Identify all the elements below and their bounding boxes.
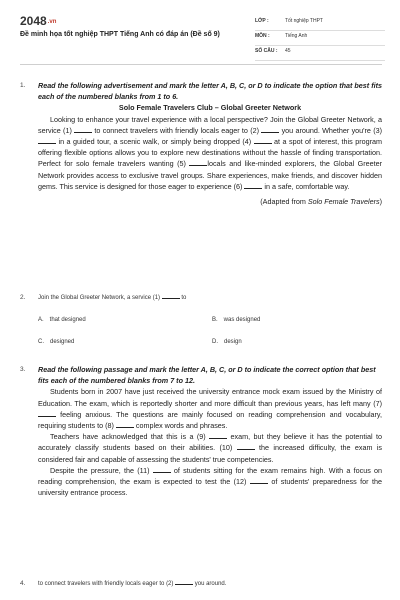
passage-text: in a guided tour, a scenic walk, or simply being dropped (4)	[56, 137, 254, 147]
stem-text: to	[179, 295, 187, 301]
passage-text: you around. Whether you're (3)	[279, 125, 383, 135]
passage-text: in a safe, comfortable way.	[262, 181, 350, 191]
passage-text: to connect travelers with friendly locals eager to (2)	[92, 125, 262, 135]
passage-text: of students sitting for the exam remains high. With a focus on reading comprehension, the exam is expected to test the (12)	[38, 465, 383, 487]
option-text: designed	[50, 339, 75, 345]
answer-blank	[153, 466, 171, 473]
answer-blank	[38, 137, 56, 144]
question-2	[20, 292, 382, 304]
answer-blank	[38, 410, 56, 417]
passage-paragraph	[38, 386, 382, 431]
passage-paragraph	[38, 114, 382, 192]
option-letter: B.	[212, 317, 218, 323]
passage-text: complex words and phrases.	[133, 421, 228, 431]
question-stem	[38, 292, 382, 304]
question-3	[20, 364, 382, 498]
answer-blank	[254, 137, 272, 144]
passage-title: Solo Female Travelers Club – Global Greeter Network	[118, 103, 302, 113]
passage-text: at a spot of interest, this program offering flexible options allows you to explore new destinations without the hassle of finding transportation. Perfect for solo female travelers wanting (5)	[38, 137, 382, 169]
site-logo[interactable]	[20, 14, 56, 28]
exam-meta	[255, 16, 385, 61]
page-header	[20, 14, 382, 58]
answer-blank	[74, 126, 92, 133]
option-b[interactable]	[212, 317, 260, 323]
meta-row-class	[255, 16, 385, 31]
stem-text: Join the Global Greeter Network, a service (1)	[38, 295, 162, 301]
meta-row-subject	[255, 31, 385, 46]
answer-blank	[261, 126, 279, 133]
passage-text: feeling anxious. The questions are mainly focused on reading comprehension and vocabulary, requiring students to (8)	[38, 409, 382, 431]
passage-text: of students' preparedness for the university entrance process.	[38, 477, 383, 498]
answer-blank	[209, 432, 227, 439]
source-suffix: )	[379, 197, 382, 207]
stem-text: to connect travelers with friendly locals eager to (2)	[38, 581, 176, 587]
passage-text: Despite the pressure, the (11)	[50, 465, 153, 475]
answer-blank	[162, 292, 180, 299]
source-title: Solo Female Travelers	[307, 197, 380, 207]
passage-paragraph	[38, 465, 382, 499]
meta-value: Tốt nghiệp THPT	[285, 18, 323, 24]
answer-blank	[116, 421, 134, 428]
question-number: 4.	[20, 580, 26, 587]
option-d[interactable]	[212, 339, 242, 345]
passage-text: locals and like-minded explorers, the Global Greeter Network provides access to exclusive travel groups. Share experiences, make friends, and discover hidden gems. This service is designed for those eager to experience (6)	[38, 159, 383, 191]
option-c[interactable]	[38, 339, 74, 345]
header-divider	[20, 64, 382, 65]
option-text: design	[224, 339, 242, 345]
meta-value: Tiếng Anh	[285, 33, 308, 39]
meta-key: LỚP :	[255, 18, 269, 24]
passage-text: Looking to enhance your travel experience with a local perspective? Join the Global Greeter Network, a service (1)	[38, 114, 382, 135]
logo-text: 2048	[20, 14, 47, 28]
logo-suffix: .vn	[47, 18, 57, 25]
answer-blank	[244, 182, 262, 189]
passage-text: Teachers have acknowledged that this is a (9)	[50, 432, 210, 442]
meta-key: MÔN :	[255, 33, 270, 39]
question-instruction: Read the following advertisement and mark the letter A, B, C, or D to indicate the option that best fits each of the numbered blanks from 1 to 6.	[38, 81, 382, 102]
question-1	[20, 80, 382, 207]
question-stem	[38, 578, 382, 590]
option-letter: C.	[38, 339, 44, 345]
source-prefix: (Adapted from	[260, 197, 308, 207]
document-title: Đề minh họa tốt nghiệp THPT Tiếng Anh có đáp án (Đề số 9)	[20, 31, 220, 38]
stem-text: you around.	[193, 581, 227, 587]
passage-source	[38, 196, 382, 207]
question-4	[20, 578, 382, 590]
meta-row-count	[255, 46, 385, 61]
answer-blank	[250, 477, 268, 484]
option-a[interactable]	[38, 317, 86, 323]
question-number: 1.	[20, 82, 26, 89]
option-text: was designed	[223, 317, 261, 323]
option-text: that designed	[49, 317, 86, 323]
question-number: 2.	[20, 294, 26, 301]
question-number: 3.	[20, 366, 26, 373]
passage-paragraph	[38, 431, 382, 465]
answer-blank	[189, 159, 207, 166]
option-letter: D.	[212, 339, 218, 345]
passage-text: the increased difficulty, the exam is considered fair and capable of assessing the students' true competencies.	[38, 443, 382, 464]
answer-blank	[237, 443, 255, 450]
meta-value: 45	[285, 48, 291, 54]
answer-blank	[175, 578, 193, 585]
passage-text: Students born in 2007 have just received the university entrance mock exam issued by the Ministry of Education. The exam, which is reportedly shorter and more difficult than previous years, has left many (7)	[38, 387, 382, 408]
passage-text: exam, but they believe it has the potential to accurately classify students based on their abilities. (10)	[38, 432, 382, 453]
option-letter: A.	[38, 317, 44, 323]
question-instruction: Read the following passage and mark the letter A, B, C, or D to indicate the correct option that best fits each of the numbered blanks from 7 to 12.	[38, 365, 376, 386]
meta-key: SỐ CÂU :	[255, 48, 278, 54]
